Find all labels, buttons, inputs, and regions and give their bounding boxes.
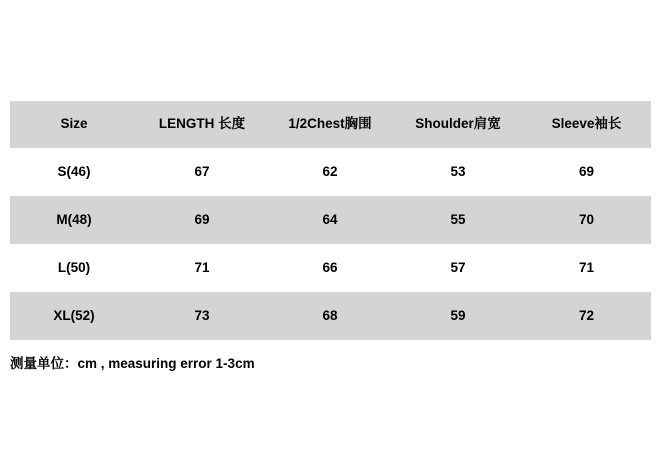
cell-chest: 66 bbox=[322, 259, 338, 275]
table-row bbox=[10, 196, 651, 244]
cell-length: 67 bbox=[194, 163, 210, 179]
table-row bbox=[10, 292, 651, 340]
cell-chest: 62 bbox=[322, 163, 338, 179]
column-header-size: Size bbox=[60, 116, 88, 132]
size-table bbox=[10, 101, 651, 340]
table-row bbox=[10, 244, 651, 292]
cell-size: S(46) bbox=[57, 163, 91, 179]
cell-size: XL(52) bbox=[53, 307, 95, 323]
cell-chest: 64 bbox=[322, 211, 338, 227]
cell-length: 69 bbox=[194, 211, 210, 227]
cell-shoulder: 59 bbox=[450, 307, 466, 323]
cell-length: 71 bbox=[194, 259, 210, 275]
cell-length: 73 bbox=[194, 307, 210, 323]
table-row bbox=[10, 148, 651, 196]
cell-chest: 68 bbox=[322, 307, 338, 323]
cell-shoulder: 55 bbox=[450, 211, 466, 227]
cell-sleeve: 70 bbox=[578, 211, 595, 227]
cell-shoulder: 53 bbox=[450, 163, 466, 179]
cell-sleeve: 72 bbox=[578, 307, 595, 323]
cell-sleeve: 69 bbox=[578, 163, 595, 179]
table-header-row bbox=[10, 101, 651, 148]
measurement-note: 测量单位：cm , measuring error 1-3cm bbox=[10, 356, 255, 371]
cell-sleeve: 71 bbox=[578, 259, 595, 275]
column-header-chest: 1/2Chest胸围 bbox=[288, 116, 372, 132]
cell-shoulder: 57 bbox=[450, 259, 466, 275]
cell-size: L(50) bbox=[57, 259, 91, 275]
column-header-shoulder: Shoulder肩宽 bbox=[415, 116, 501, 132]
cell-size: M(48) bbox=[56, 211, 92, 227]
size-table-container bbox=[10, 101, 651, 340]
column-header-length: LENGTH 长度 bbox=[158, 116, 246, 132]
column-header-sleeve: Sleeve袖长 bbox=[551, 116, 622, 132]
